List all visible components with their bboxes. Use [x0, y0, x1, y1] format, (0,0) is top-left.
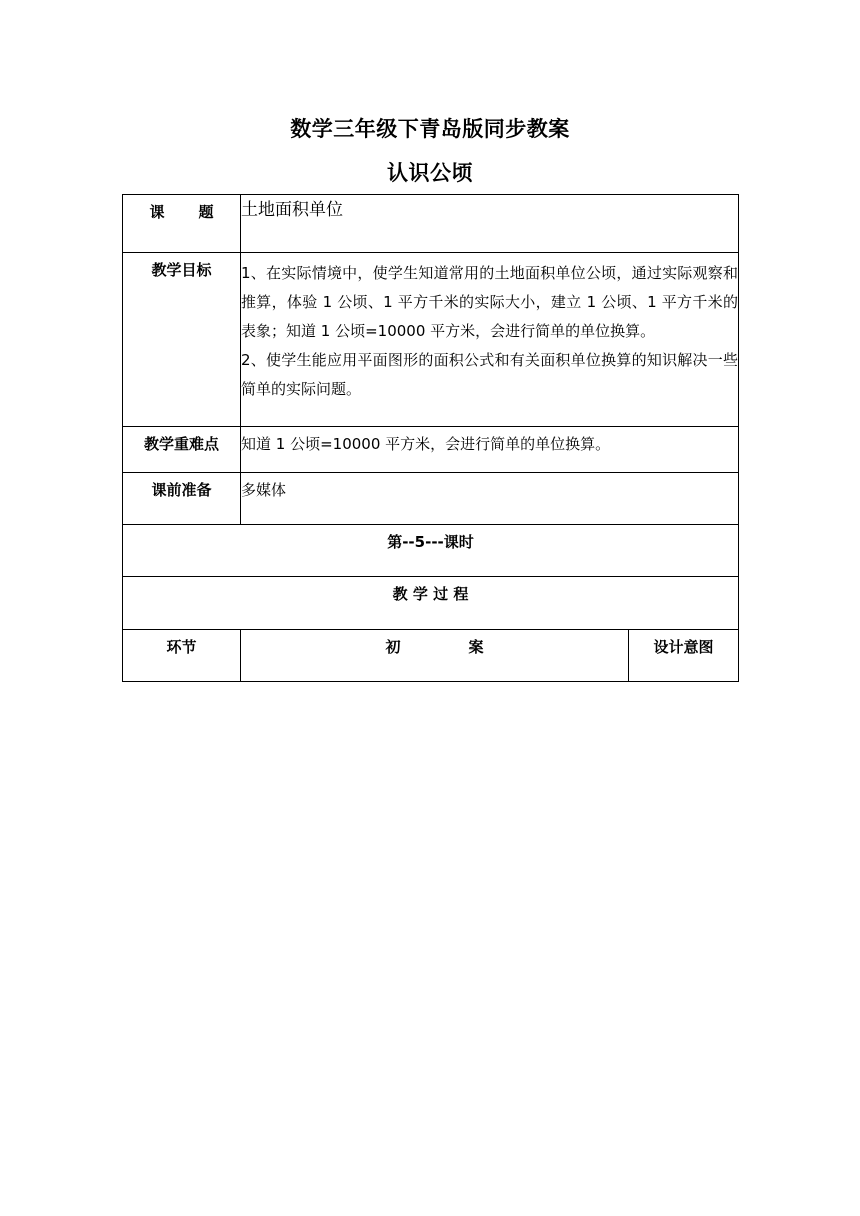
objectives-label: 教学目标 — [123, 253, 241, 427]
topic-value: 土地面积单位 — [241, 195, 739, 253]
preparation-value: 多媒体 — [241, 473, 739, 525]
draft-column-header — [241, 630, 629, 682]
draft-header-char2: 案 — [468, 638, 484, 656]
lesson-plan-table — [122, 194, 739, 682]
key-points-label: 教学重难点 — [123, 427, 241, 473]
topic-label-char2: 题 — [198, 203, 214, 221]
preparation-label: 课前准备 — [123, 473, 241, 525]
draft-header-char1: 初 — [385, 638, 401, 656]
intent-column-header: 设计意图 — [629, 630, 739, 682]
process-title: 教 学 过 程 — [123, 577, 739, 630]
preparation-row — [123, 473, 739, 525]
lesson-period-row — [123, 525, 739, 577]
objectives-row — [123, 253, 739, 427]
document-subtitle: 认识公顷 — [387, 161, 473, 185]
topic-label-char1: 课 — [149, 203, 165, 221]
objectives-content — [241, 253, 739, 427]
column-header-row — [123, 630, 739, 682]
topic-label-cell — [123, 195, 241, 253]
document-title: 数学三年级下青岛版同步教案 — [290, 117, 570, 141]
objective-item-2: 2、使学生能应用平面图形的面积公式和有关面积单位换算的知识解决一些简单的实际问题。 — [241, 351, 738, 398]
stage-column-header: 环节 — [123, 630, 241, 682]
key-points-row — [123, 427, 739, 473]
process-title-row — [123, 577, 739, 630]
topic-row — [123, 195, 739, 253]
key-points-value: 知道 1 公顷=10000 平方米，会进行简单的单位换算。 — [241, 427, 739, 473]
lesson-period: 第--5---课时 — [123, 525, 739, 577]
objective-item-1: 1、在实际情境中，使学生知道常用的土地面积单位公顷，通过实际观察和推算，体验 1 公顷、1 平方千米的实际大小，建立 1 公顷、1 平方千米的表象；知道 1 公顷=10000 平方米，会进行简单的单位换算。 — [241, 264, 738, 340]
